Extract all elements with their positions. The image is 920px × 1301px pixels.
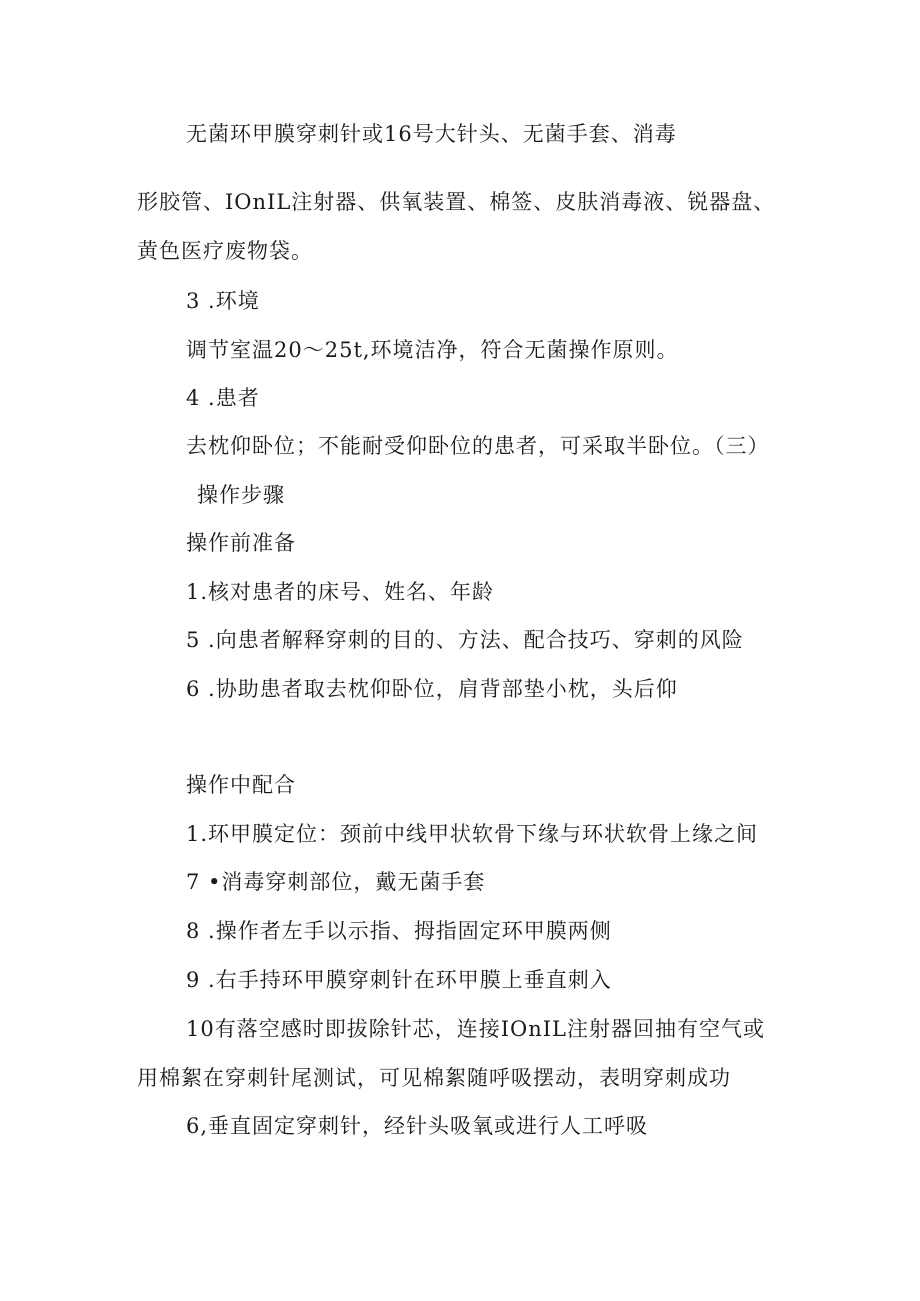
step-item: 7 •消毒穿刺部位，戴无菌手套	[186, 870, 486, 894]
step-item: 1.环甲膜定位：颈前中线甲状软骨下缘与环状软骨上缘之间	[186, 822, 759, 846]
subheading-preparation: 操作前准备	[186, 531, 296, 555]
step-item: 1.核对患者的床号、姓名、年龄	[186, 580, 495, 604]
step-item: 5 .向患者解释穿刺的目的、方法、配合技巧、穿刺的风险	[186, 628, 744, 652]
equipment-line-1: 无菌环甲膜穿刺针或16号大针头、无菌手套、消毒	[186, 122, 677, 146]
section-heading-patient: 4 .患者	[186, 386, 260, 410]
subheading-intraoperative: 操作中配合	[186, 773, 296, 797]
section-heading-environment: 3 .环境	[186, 289, 260, 313]
step-item: 10有落空感时即拔除针芯，连接IOnIL注射器回抽有空气或	[186, 1017, 765, 1041]
step-item: 6,垂直固定穿刺针，经针头吸氧或进行人工呼吸	[186, 1114, 649, 1138]
step-item: 8 .操作者左手以示指、拇指固定环甲膜两侧	[186, 919, 612, 943]
step-item: 9 .右手持环甲膜穿刺针在环甲膜上垂直刺入	[186, 968, 612, 992]
equipment-line-2: 形胶管、IOnIL注射器、供氧装置、棉签、皮肤消毒液、锐器盘、	[137, 190, 776, 214]
patient-position-text: 去枕仰卧位；不能耐受仰卧位的患者，可采取半卧位。（三）	[186, 434, 770, 458]
step-item: 6 .协助患者取去枕仰卧位，肩背部垫小枕，头后仰	[186, 677, 678, 701]
equipment-line-3: 黄色医疗废物袋。	[137, 239, 313, 263]
section-heading-steps: 操作步骤	[197, 483, 285, 507]
environment-text: 调节室温20～25t,环境洁净，符合无菌操作原则。	[186, 338, 679, 362]
step-item-continuation: 用棉絮在穿刺针尾测试，可见棉絮随呼吸摆动，表明穿刺成功	[137, 1066, 731, 1090]
